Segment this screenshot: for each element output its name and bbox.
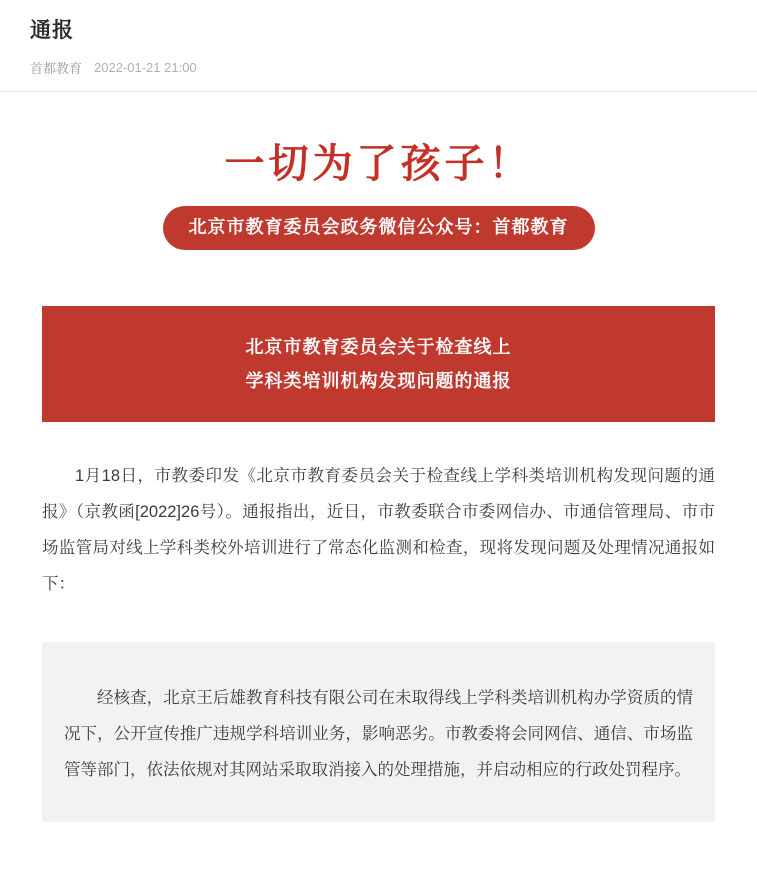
banner-title-line-1: 北京市教育委员会关于检查线上: [245, 336, 512, 357]
bottom-spacer: [42, 822, 715, 848]
hero-section: [42, 92, 715, 250]
article-meta: [30, 58, 727, 77]
article-body: [0, 92, 757, 848]
account-pill-badge: 北京市教育委员会政务微信公众号：首都教育: [163, 206, 595, 250]
article-header: [0, 0, 757, 77]
account-name[interactable]: 首都教育: [30, 61, 83, 76]
lead-paragraph: 1月18日，市教委印发《北京市教育委员会关于检查线上学科类培训机构发现问题的通报》（京教函[2022]26号）。通报指出，近日，市教委联合市委网信办、市通信管理局、市市场监管局对线上学科类校外培训进行了常态化监测和检查，现将发现问题及处理情况通报如下：: [42, 466, 715, 593]
publish-timestamp: 2022-01-21 21:00: [94, 60, 197, 75]
banner-title-line-2: 学科类培训机构发现问题的通报: [245, 370, 512, 391]
case-paragraph-1: 经核查，北京王后雄教育科技有限公司在未取得线上学科类培训机构办学资质的情况下，公开宣传推广违规学科培训业务，影响恶劣。市教委将会同网信、通信、市场监管等部门，依法依规对其网站采取取消接入的处理措施，并启动相应的行政处罚程序。: [64, 688, 693, 779]
page-title: 通报: [30, 19, 74, 42]
hero-slogan: 一切为了孩子！: [224, 141, 533, 187]
notice-title-banner: [42, 306, 715, 422]
case-callout-box: [42, 642, 715, 822]
